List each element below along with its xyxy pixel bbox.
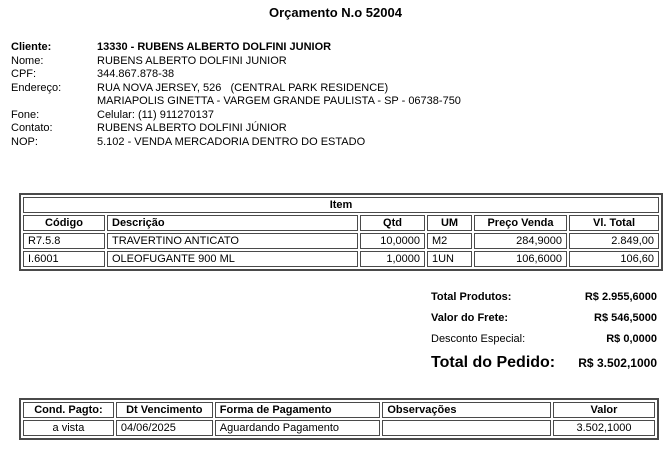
field-value: RUBENS ALBERTO DOLFINI JÚNIOR [97, 122, 287, 134]
item-preco-venda: 284,9000 [474, 233, 567, 249]
client-row-endereco [11, 82, 671, 96]
item-row [23, 251, 659, 267]
col-header-forma-pagamento: Forma de Pagamento [215, 402, 381, 418]
field-label: Nome: [11, 54, 44, 67]
total-pedido-value: R$ 3.502,1000 [578, 356, 657, 370]
client-info [11, 41, 671, 149]
item-codigo: R7.5.8 [23, 233, 105, 249]
field-label: CPF: [11, 68, 37, 80]
desconto-especial-label: Desconto Especial: [431, 333, 526, 345]
items-table-header-row [23, 215, 659, 231]
item-vl-total: 2.849,00 [569, 233, 659, 249]
item-descricao: TRAVERTINO ANTICATO [107, 233, 358, 249]
col-header-codigo: Código [23, 215, 105, 231]
items-table [19, 193, 663, 271]
valor-frete-label: Valor do Frete: [431, 312, 509, 324]
item-um: 1UN [427, 251, 472, 267]
payment-dt-vencimento: 04/06/2025 [116, 420, 213, 436]
payment-valor: 3.502,1000 [553, 420, 655, 436]
field-value: 5.102 - VENDA MERCADORIA DENTRO DO ESTADO [97, 135, 366, 148]
payment-observacoes [382, 420, 551, 436]
item-vl-total: 106,60 [569, 251, 659, 267]
field-label: Contato: [11, 122, 53, 134]
valor-frete-row [431, 312, 657, 333]
payment-table [19, 398, 659, 440]
field-label: NOP: [11, 135, 38, 148]
payment-cond-pagto: a vista [23, 420, 114, 436]
field-value: 13330 - RUBENS ALBERTO DOLFINI JUNIOR [97, 41, 332, 53]
field-value: RUA NOVA JERSEY, 526 (CENTRAL PARK RESIDENCE) [97, 81, 389, 94]
col-header-cond-pagto: Cond. Pagto: [23, 402, 114, 418]
client-row-fone [11, 109, 671, 123]
items-table-caption-row [23, 197, 659, 213]
client-row-endereco-line2 [11, 95, 671, 109]
field-value: RUBENS ALBERTO DOLFINI JUNIOR [97, 54, 287, 67]
item-codigo: I.6001 [23, 251, 105, 267]
col-header-qtd: Qtd [360, 215, 425, 231]
total-produtos-row [431, 291, 657, 312]
desconto-especial-row [431, 333, 657, 354]
col-header-vl-total: Vl. Total [569, 215, 659, 231]
field-label: Cliente: [11, 41, 52, 53]
client-row-cliente [11, 41, 671, 55]
items-table-caption: Item [23, 197, 659, 213]
col-header-descricao: Descrição [107, 215, 358, 231]
field-value: Celular: (11) 911270137 [97, 108, 215, 121]
total-pedido-row [431, 354, 657, 382]
field-value: MARIAPOLIS GINETTA - VARGEM GRANDE PAULISTA - SP - 06738-750 [97, 95, 461, 107]
desconto-especial-value: R$ 0,0000 [606, 333, 657, 345]
col-header-valor: Valor [553, 402, 655, 418]
client-row-cpf [11, 68, 671, 82]
item-um: M2 [427, 233, 472, 249]
col-header-dt-vencimento: Dt Vencimento [116, 402, 213, 418]
item-qtd: 1,0000 [360, 251, 425, 267]
client-row-nop [11, 136, 671, 150]
client-row-nome [11, 55, 671, 69]
total-pedido-label: Total do Pedido: [431, 354, 556, 371]
total-produtos-label: Total Produtos: [431, 291, 512, 303]
field-label: Endereço: [11, 81, 62, 94]
total-produtos-value: R$ 2.955,6000 [584, 291, 657, 303]
payment-table-header-row [23, 402, 655, 418]
client-row-contato [11, 122, 671, 136]
payment-forma-pagamento: Aguardando Pagamento [215, 420, 381, 436]
field-value: 344.867.878-38 [97, 68, 175, 80]
item-preco-venda: 106,6000 [474, 251, 567, 267]
item-qtd: 10,0000 [360, 233, 425, 249]
col-header-observacoes: Observações [382, 402, 551, 418]
item-descricao: OLEOFUGANTE 900 ML [107, 251, 358, 267]
item-row [23, 233, 659, 249]
field-label [11, 95, 97, 109]
page-title: Orçamento N.o 52004 [269, 5, 402, 20]
totals-section [431, 291, 657, 382]
col-header-preco-venda: Preço Venda [474, 215, 567, 231]
col-header-um: UM [427, 215, 472, 231]
payment-row [23, 420, 655, 436]
field-label: Fone: [11, 108, 40, 121]
valor-frete-value: R$ 546,5000 [594, 312, 657, 324]
